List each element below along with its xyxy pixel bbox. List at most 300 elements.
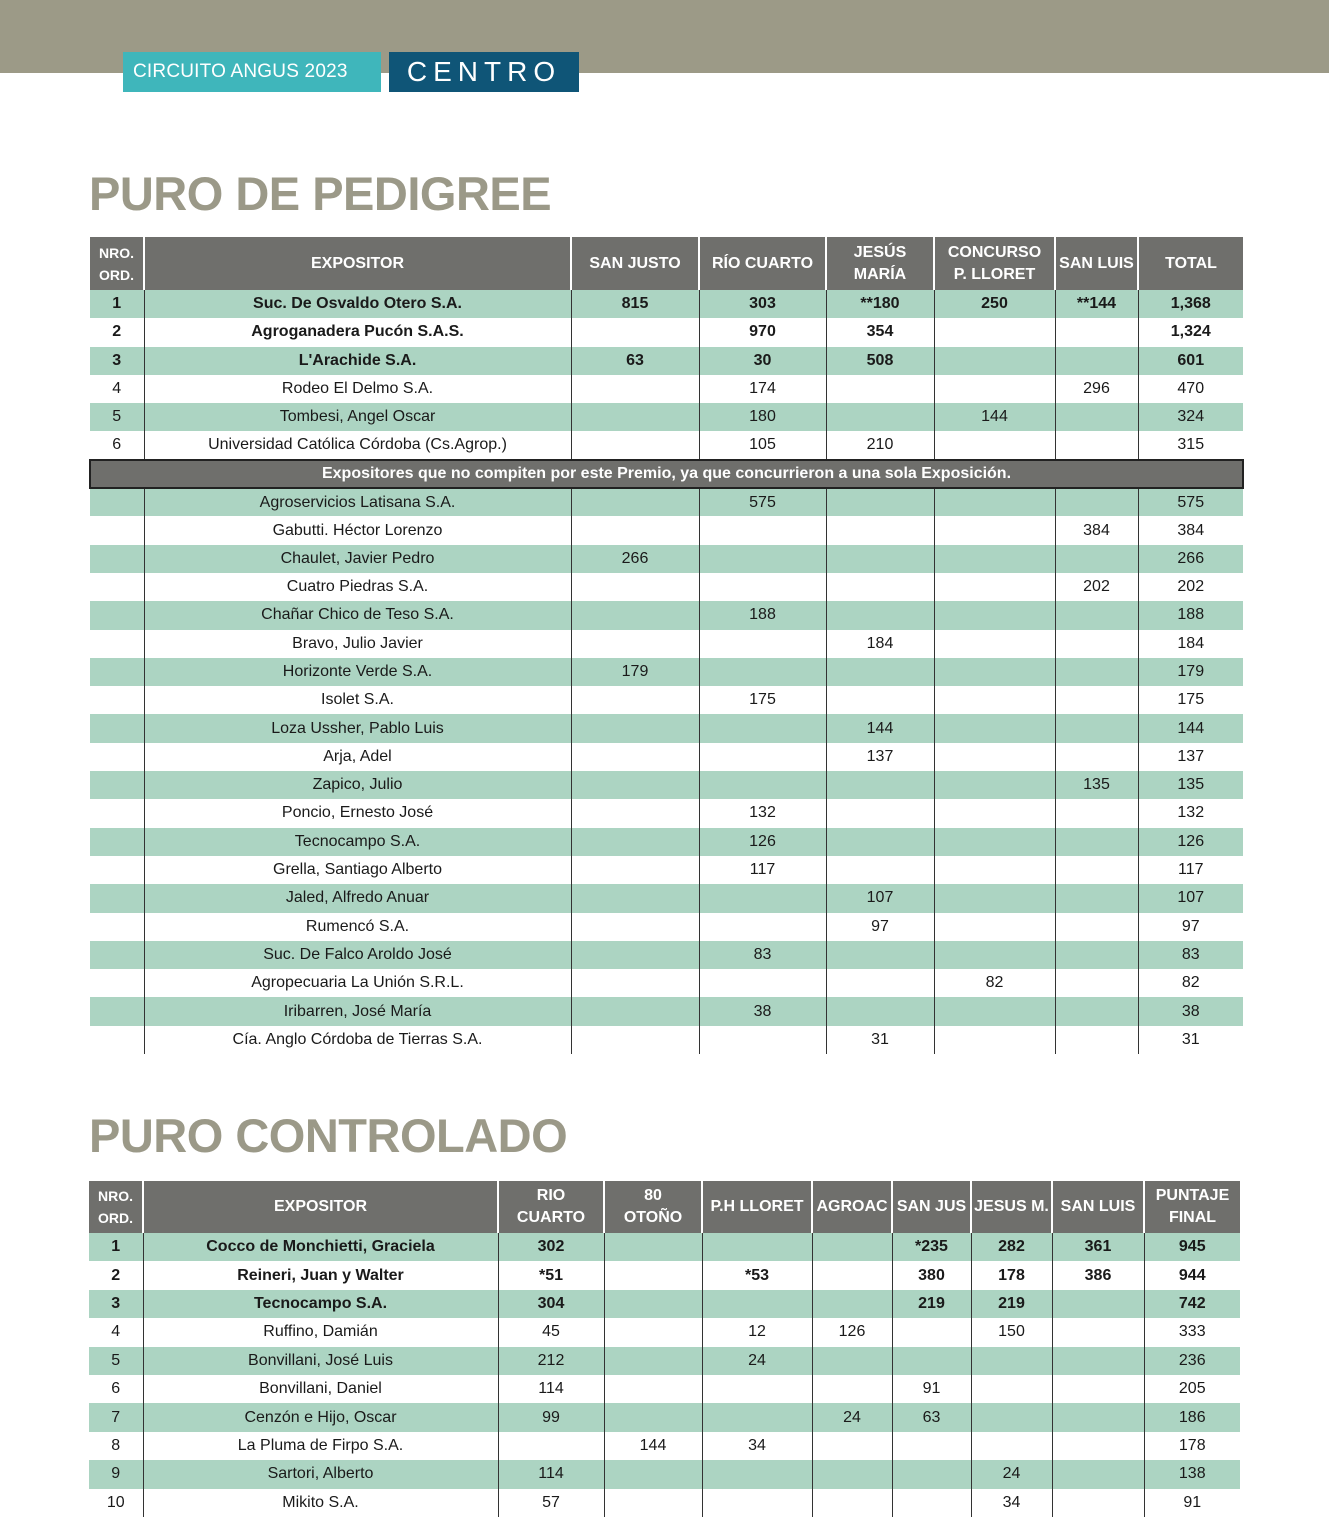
score-cell: 132: [1138, 799, 1243, 827]
expositor-cell: Suc. De Falco Aroldo José: [144, 941, 571, 969]
rank-cell: [90, 856, 144, 884]
score-cell: 236: [1144, 1347, 1240, 1375]
score-cell: 175: [699, 686, 826, 714]
score-cell: *51: [498, 1261, 604, 1289]
score-cell: 178: [1144, 1432, 1240, 1460]
score-cell: [1052, 1403, 1144, 1431]
score-cell: 114: [498, 1375, 604, 1403]
table-row: [90, 403, 1243, 431]
score-cell: [604, 1489, 702, 1517]
rank-cell: [90, 686, 144, 714]
table-row: [89, 1403, 1240, 1431]
score-cell: [571, 630, 699, 658]
score-cell: [826, 997, 934, 1025]
expositor-cell: Chaulet, Javier Pedro: [144, 545, 571, 573]
score-cell: [702, 1375, 812, 1403]
score-cell: 575: [699, 488, 826, 516]
score-cell: [892, 1460, 971, 1488]
rank-cell: 9: [89, 1460, 143, 1488]
score-cell: [604, 1375, 702, 1403]
table-row: [90, 913, 1243, 941]
score-cell: 384: [1055, 516, 1138, 544]
score-cell: [571, 941, 699, 969]
score-cell: 1,324: [1138, 318, 1243, 346]
score-cell: [934, 516, 1055, 544]
score-cell: [826, 856, 934, 884]
expositor-cell: Grella, Santiago Alberto: [144, 856, 571, 884]
rank-cell: 2: [112, 323, 122, 341]
score-cell: 212: [498, 1347, 604, 1375]
expositor-cell: Tecnocampo S.A.: [144, 828, 571, 856]
rank-cell: 6: [112, 436, 122, 454]
score-cell: 63: [892, 1403, 971, 1431]
score-cell: 324: [1138, 403, 1243, 431]
table-row: [90, 743, 1243, 771]
score-cell: [892, 1432, 971, 1460]
expositor-cell: Mikito S.A.: [143, 1489, 498, 1517]
score-cell: 333: [1144, 1318, 1240, 1346]
rank-cell: 4: [111, 1323, 121, 1341]
score-cell: [571, 743, 699, 771]
header-jesus-m: JESUS M.: [971, 1181, 1052, 1233]
score-cell: 45: [498, 1318, 604, 1346]
score-cell: 205: [1144, 1375, 1240, 1403]
score-cell: [1052, 1375, 1144, 1403]
table-row: [90, 318, 1243, 346]
expositor-cell: Universidad Católica Córdoba (Cs.Agrop.): [144, 431, 571, 459]
score-cell: 97: [1138, 913, 1243, 941]
rank-cell: 4: [112, 380, 122, 398]
score-cell: 386: [1052, 1261, 1144, 1289]
score-cell: [934, 573, 1055, 601]
header-agroac: AGROAC: [812, 1181, 892, 1233]
table-row: [90, 488, 1243, 516]
score-cell: [934, 913, 1055, 941]
score-cell: 174: [699, 375, 826, 403]
rank-cell: 7: [89, 1403, 143, 1431]
rank-cell: 3: [90, 347, 144, 375]
score-cell: 202: [1055, 573, 1138, 601]
score-cell: [1055, 431, 1138, 459]
score-cell: 179: [1138, 658, 1243, 686]
circuit-tag: CIRCUITO ANGUS 2023: [123, 52, 381, 92]
score-cell: 178: [971, 1261, 1052, 1289]
score-cell: 361: [1052, 1233, 1144, 1261]
table-row: [90, 516, 1243, 544]
table-row: [89, 1233, 1240, 1261]
score-cell: 83: [699, 941, 826, 969]
score-cell: [571, 431, 699, 459]
expositor-cell: Agroservicios Latisana S.A.: [144, 488, 571, 516]
score-cell: 354: [826, 318, 934, 346]
score-cell: 126: [1138, 828, 1243, 856]
score-cell: [571, 799, 699, 827]
score-cell: [571, 375, 699, 403]
score-cell: [571, 913, 699, 941]
score-cell: [826, 516, 934, 544]
rank-cell: [90, 997, 144, 1025]
score-cell: [1055, 969, 1138, 997]
score-cell: [1052, 1489, 1144, 1517]
score-cell: [826, 828, 934, 856]
score-cell: [892, 1318, 971, 1346]
header-concurso-lloret: CONCURSO P. LLORET: [934, 237, 1055, 290]
score-cell: 107: [826, 884, 934, 912]
score-cell: 186: [1144, 1403, 1240, 1431]
score-cell: [1052, 1318, 1144, 1346]
score-cell: [934, 941, 1055, 969]
score-cell: 99: [498, 1403, 604, 1431]
score-cell: [571, 516, 699, 544]
rank-cell: [90, 488, 144, 516]
score-cell: [934, 545, 1055, 573]
header-total: TOTAL: [1138, 237, 1243, 290]
score-cell: [934, 658, 1055, 686]
score-cell: [826, 601, 934, 629]
score-cell: [571, 884, 699, 912]
score-cell: 179: [571, 658, 699, 686]
score-cell: [1055, 545, 1138, 573]
score-cell: [826, 771, 934, 799]
score-cell: 202: [1138, 573, 1243, 601]
score-cell: [934, 318, 1055, 346]
header-nro: NRO. ORD.: [89, 1181, 143, 1233]
expositor-cell: Cuatro Piedras S.A.: [144, 573, 571, 601]
score-cell: [699, 913, 826, 941]
score-cell: [934, 375, 1055, 403]
score-cell: [826, 403, 934, 431]
score-cell: 508: [826, 347, 934, 375]
score-cell: [1055, 318, 1138, 346]
score-cell: **144: [1055, 290, 1138, 318]
score-cell: [1052, 1347, 1144, 1375]
table-header-row: [90, 237, 1243, 290]
score-cell: [699, 969, 826, 997]
score-cell: 302: [498, 1233, 604, 1261]
score-cell: [1055, 913, 1138, 941]
expositor-cell: Agroganadera Pucón S.A.S.: [144, 318, 571, 346]
score-cell: [812, 1460, 892, 1488]
table-row: [89, 1347, 1240, 1375]
rank-cell: [90, 941, 144, 969]
score-cell: 38: [699, 997, 826, 1025]
score-cell: [1055, 1026, 1138, 1054]
score-cell: [826, 545, 934, 573]
score-cell: [971, 1432, 1052, 1460]
score-cell: 82: [1138, 969, 1243, 997]
score-cell: 34: [702, 1432, 812, 1460]
score-cell: [1055, 941, 1138, 969]
header-ph-lloret: P.H LLORET: [702, 1181, 812, 1233]
score-cell: 601: [1138, 347, 1243, 375]
score-cell: [1055, 799, 1138, 827]
header-jesus-maria: JESÚS MARÍA: [826, 237, 934, 290]
score-cell: [826, 658, 934, 686]
score-cell: 34: [971, 1489, 1052, 1517]
score-cell: [812, 1290, 892, 1318]
score-cell: [934, 431, 1055, 459]
expositor-cell: Cocco de Monchietti, Graciela: [143, 1233, 498, 1261]
expositor-cell: Zapico, Julio: [144, 771, 571, 799]
pedigree-table: [89, 237, 1244, 1054]
table-row: [90, 347, 1243, 375]
score-cell: [699, 630, 826, 658]
score-cell: 188: [699, 601, 826, 629]
table-row: [89, 1318, 1240, 1346]
score-cell: [934, 1026, 1055, 1054]
table-row: [90, 1026, 1243, 1054]
score-cell: [812, 1432, 892, 1460]
expositor-cell: Gabutti. Héctor Lorenzo: [144, 516, 571, 544]
rank-cell: 1: [89, 1233, 143, 1261]
score-cell: [571, 1026, 699, 1054]
note-row: [90, 460, 1243, 488]
rank-cell: [90, 828, 144, 856]
score-cell: *235: [892, 1233, 971, 1261]
pedigree-title: PURO DE PEDIGREE: [89, 167, 552, 220]
score-cell: [699, 658, 826, 686]
rank-cell: 8: [111, 1436, 121, 1454]
score-cell: 138: [1144, 1460, 1240, 1488]
expositor-cell: L'Arachide S.A.: [144, 347, 571, 375]
rank-cell: [90, 573, 144, 601]
score-cell: [604, 1290, 702, 1318]
table-row: [89, 1290, 1240, 1318]
table-row: [90, 375, 1243, 403]
expositor-cell: Cenzón e Hijo, Oscar: [143, 1403, 498, 1431]
score-cell: [571, 969, 699, 997]
expositor-cell: Isolet S.A.: [144, 686, 571, 714]
score-cell: [826, 488, 934, 516]
expositor-cell: Loza Ussher, Pablo Luis: [144, 714, 571, 742]
score-cell: [1052, 1290, 1144, 1318]
score-cell: [1055, 488, 1138, 516]
score-cell: [1055, 403, 1138, 431]
controlado-table: [89, 1181, 1240, 1517]
expositor-cell: Arja, Adel: [144, 743, 571, 771]
score-cell: *53: [702, 1261, 812, 1289]
score-cell: 57: [498, 1489, 604, 1517]
score-cell: [934, 630, 1055, 658]
score-cell: [1055, 347, 1138, 375]
score-cell: [702, 1403, 812, 1431]
score-cell: [604, 1347, 702, 1375]
score-cell: [702, 1460, 812, 1488]
score-cell: [812, 1347, 892, 1375]
score-cell: 107: [1138, 884, 1243, 912]
rank-cell: [90, 601, 144, 629]
score-cell: [699, 516, 826, 544]
score-cell: [812, 1489, 892, 1517]
score-cell: [571, 997, 699, 1025]
score-cell: **180: [826, 290, 934, 318]
score-cell: [934, 997, 1055, 1025]
score-cell: [702, 1489, 812, 1517]
score-cell: 250: [934, 290, 1055, 318]
score-cell: [571, 318, 699, 346]
expositor-cell: Chañar Chico de Teso S.A.: [144, 601, 571, 629]
score-cell: 31: [1138, 1026, 1243, 1054]
score-cell: [892, 1347, 971, 1375]
score-cell: [699, 771, 826, 799]
score-cell: 303: [699, 290, 826, 318]
score-cell: [699, 545, 826, 573]
score-cell: [826, 799, 934, 827]
score-cell: 944: [1144, 1261, 1240, 1289]
rank-cell: [90, 884, 144, 912]
score-cell: 83: [1138, 941, 1243, 969]
score-cell: 38: [1138, 997, 1243, 1025]
expositor-cell: Suc. De Osvaldo Otero S.A.: [144, 290, 571, 318]
expositor-cell: Agropecuaria La Unión S.R.L.: [144, 969, 571, 997]
score-cell: [571, 403, 699, 431]
rank-cell: [90, 516, 144, 544]
score-cell: [699, 573, 826, 601]
score-cell: [571, 771, 699, 799]
rank-cell: 1: [90, 290, 144, 318]
table-row: [90, 658, 1243, 686]
score-cell: [826, 969, 934, 997]
table-row: [90, 799, 1243, 827]
score-cell: [604, 1261, 702, 1289]
score-cell: [934, 347, 1055, 375]
header-san-luis: SAN LUIS: [1055, 237, 1138, 290]
expositor-cell: Rumencó S.A.: [144, 913, 571, 941]
expositor-cell: La Pluma de Firpo S.A.: [143, 1432, 498, 1460]
expositor-cell: Tombesi, Angel Oscar: [144, 403, 571, 431]
score-cell: 210: [826, 431, 934, 459]
score-cell: 137: [826, 743, 934, 771]
header-san-justo: SAN JUSTO: [571, 237, 699, 290]
score-cell: [812, 1233, 892, 1261]
score-cell: 144: [934, 403, 1055, 431]
rank-cell: 5: [89, 1347, 143, 1375]
table-row: [90, 828, 1243, 856]
score-cell: [699, 884, 826, 912]
header-puntaje-final: PUNTAJE FINAL: [1144, 1181, 1240, 1233]
score-cell: 137: [1138, 743, 1243, 771]
score-cell: [1055, 601, 1138, 629]
score-cell: [934, 856, 1055, 884]
table-row: [89, 1432, 1240, 1460]
rank-cell: [90, 1026, 144, 1054]
table-row: [90, 714, 1243, 742]
score-cell: 188: [1138, 601, 1243, 629]
rank-cell: 2: [111, 1266, 121, 1284]
table-row: [90, 997, 1243, 1025]
expositor-cell: Cía. Anglo Córdoba de Tierras S.A.: [144, 1026, 571, 1054]
score-cell: 135: [1138, 771, 1243, 799]
score-cell: 970: [699, 318, 826, 346]
table-row: [90, 630, 1243, 658]
score-cell: [934, 488, 1055, 516]
header-expositor: EXPOSITOR: [144, 237, 571, 290]
table-row: [90, 290, 1243, 318]
score-cell: 815: [571, 290, 699, 318]
score-cell: 315: [1138, 431, 1243, 459]
score-cell: [934, 601, 1055, 629]
rank-cell: [90, 913, 144, 941]
table-row: [90, 431, 1243, 459]
score-cell: 150: [971, 1318, 1052, 1346]
score-cell: 470: [1138, 375, 1243, 403]
expositor-cell: Tecnocampo S.A.: [143, 1290, 498, 1318]
score-cell: [571, 488, 699, 516]
score-cell: 144: [826, 714, 934, 742]
score-cell: [1055, 686, 1138, 714]
score-cell: [571, 828, 699, 856]
header-80-otono: 80 OTOÑO: [604, 1181, 702, 1233]
header-san-jus: SAN JUS: [892, 1181, 971, 1233]
expositor-cell: Jaled, Alfredo Anuar: [144, 884, 571, 912]
expositor-cell: Sartori, Alberto: [143, 1460, 498, 1488]
score-cell: 24: [971, 1460, 1052, 1488]
score-cell: 12: [702, 1318, 812, 1346]
score-cell: [934, 714, 1055, 742]
rank-cell: [90, 545, 144, 573]
score-cell: [699, 714, 826, 742]
score-cell: 144: [1138, 714, 1243, 742]
score-cell: [699, 743, 826, 771]
score-cell: 384: [1138, 516, 1243, 544]
score-cell: [702, 1233, 812, 1261]
rank-cell: 5: [90, 403, 144, 431]
score-cell: [498, 1432, 604, 1460]
header-san-luis: SAN LUIS: [1052, 1181, 1144, 1233]
score-cell: 114: [498, 1460, 604, 1488]
expositor-cell: Poncio, Ernesto José: [144, 799, 571, 827]
score-cell: 296: [1055, 375, 1138, 403]
rank-cell: [90, 630, 144, 658]
score-cell: [571, 856, 699, 884]
table-row: [89, 1261, 1240, 1289]
score-cell: 184: [1138, 630, 1243, 658]
score-cell: [934, 686, 1055, 714]
table-row: [90, 856, 1243, 884]
score-cell: [1055, 828, 1138, 856]
score-cell: [571, 686, 699, 714]
score-cell: [892, 1489, 971, 1517]
score-cell: 126: [812, 1318, 892, 1346]
score-cell: [604, 1460, 702, 1488]
region-tag: CENTRO: [389, 52, 579, 92]
table-header-row: [89, 1181, 1240, 1233]
score-cell: 945: [1144, 1233, 1240, 1261]
score-cell: [812, 1261, 892, 1289]
score-cell: 117: [1138, 856, 1243, 884]
table-row: [90, 941, 1243, 969]
rank-cell: 6: [111, 1380, 121, 1398]
header-nro: NRO. ORD.: [90, 237, 144, 290]
score-cell: 266: [571, 545, 699, 573]
score-cell: [812, 1375, 892, 1403]
score-cell: [971, 1403, 1052, 1431]
score-cell: [1055, 856, 1138, 884]
score-cell: [571, 601, 699, 629]
expositor-cell: Bonvillani, José Luis: [143, 1347, 498, 1375]
expositor-cell: Ruffino, Damián: [143, 1318, 498, 1346]
score-cell: 126: [699, 828, 826, 856]
score-cell: 91: [892, 1375, 971, 1403]
score-cell: [971, 1375, 1052, 1403]
score-cell: 31: [826, 1026, 934, 1054]
rank-cell: [90, 771, 144, 799]
expositor-cell: Rodeo El Delmo S.A.: [144, 375, 571, 403]
rank-cell: [90, 714, 144, 742]
score-cell: 24: [702, 1347, 812, 1375]
score-cell: [934, 799, 1055, 827]
table-row: [89, 1460, 1240, 1488]
